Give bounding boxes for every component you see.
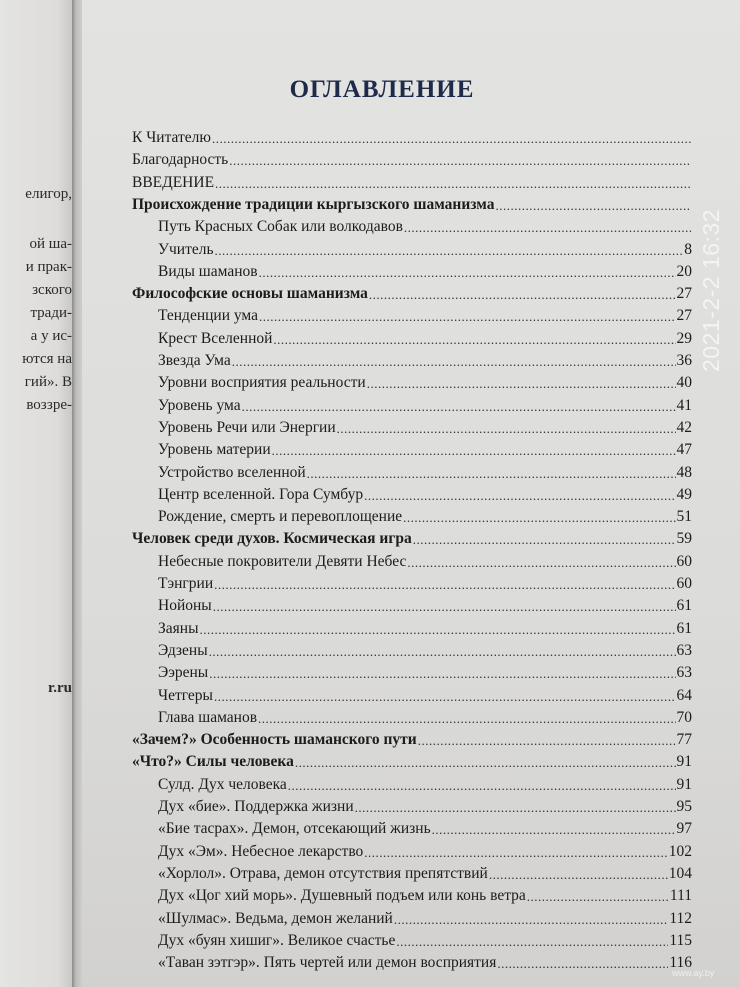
toc-leader-dots xyxy=(272,443,676,459)
toc-entry-title: Сулд. Дух человека xyxy=(158,775,287,793)
toc-leader-dots xyxy=(215,176,691,192)
book-gutter xyxy=(72,0,82,987)
toc-entry xyxy=(158,504,692,526)
toc-entry-title: «Бие тасрах». Демон, отсекающий жизнь xyxy=(158,820,431,838)
toc-entry-title: ВВЕДЕНИЕ xyxy=(132,173,215,191)
toc-entry-page: 95 xyxy=(676,798,692,815)
toc-entry xyxy=(158,816,692,838)
toc-entry-page: 64 xyxy=(676,686,692,704)
toc-entry-page: 111 xyxy=(669,887,692,905)
toc-entry-title: «Зачем?» Особенность шаманского пути xyxy=(132,731,417,749)
toc-entry xyxy=(158,839,692,861)
toc-entry-page: 116 xyxy=(669,954,692,972)
toc-entry xyxy=(158,482,692,504)
toc-entry-title: «Таван зэтгэр». Пять чертей или демон восприятия xyxy=(158,954,497,972)
toc-entry-page: 77 xyxy=(676,731,692,749)
toc-leader-dots xyxy=(369,287,676,303)
toc-entry-title: Глава шаманов xyxy=(158,708,258,726)
left-page-fragment: гий». В xyxy=(24,374,72,390)
toc-leader-dots xyxy=(496,198,691,214)
toc-entry xyxy=(158,571,692,593)
toc-entry-title: Центр вселенной. Гора Сумбур xyxy=(158,485,364,503)
toc-leader-dots xyxy=(259,309,675,325)
toc-leader-dots xyxy=(214,577,675,593)
toc-entry xyxy=(158,794,692,816)
toc-entry xyxy=(158,303,692,325)
toc-leader-dots xyxy=(367,376,676,392)
toc-entry-page: 8 xyxy=(684,240,692,258)
toc-entry xyxy=(132,727,692,749)
toc-entry-page: 48 xyxy=(676,463,692,481)
toc-entry-title: Устройство вселенной xyxy=(158,463,306,481)
toc-leader-dots xyxy=(337,421,676,437)
toc-entry xyxy=(132,281,692,303)
toc-leader-dots xyxy=(212,131,691,147)
toc-leader-dots xyxy=(364,488,675,504)
toc-entry xyxy=(158,326,692,348)
toc-entry xyxy=(132,125,692,147)
toc-leader-dots xyxy=(527,889,669,905)
toc-entry-title: Человек среди духов. Космическая игра xyxy=(132,530,412,548)
toc-entry-page: 115 xyxy=(669,931,692,949)
toc-entry xyxy=(158,393,692,415)
toc-leader-dots xyxy=(418,733,676,749)
toc-leader-dots xyxy=(295,755,676,771)
toc-leader-dots xyxy=(213,599,676,615)
toc-entry-title: Заяны xyxy=(158,619,199,637)
toc-leader-dots xyxy=(396,934,668,950)
toc-leader-dots xyxy=(364,845,667,861)
toc-entry-title: Уровень материи xyxy=(158,441,271,459)
toc-entry-title: Дух «буян хишиг». Великое счастье xyxy=(158,931,396,949)
page-title: ОГЛАВЛЕНИЕ xyxy=(289,76,475,103)
toc-leader-dots xyxy=(273,332,675,348)
toc-entry-title: Четгеры xyxy=(158,686,213,704)
toc-entry xyxy=(132,192,692,214)
toc-leader-dots xyxy=(229,153,691,169)
toc-entry xyxy=(132,749,692,771)
toc-entry-page: 59 xyxy=(676,530,692,548)
toc-entry-page: 36 xyxy=(676,352,692,369)
toc-entry-title: Дух «Эм». Небесное лекарство xyxy=(158,842,364,860)
toc-entry-title: Рождение, смерть и перевоплощение xyxy=(158,508,403,526)
toc-entry-title: Путь Красных Собак или волкодавов xyxy=(158,218,403,236)
toc-entry xyxy=(158,705,692,727)
toc-entry-page: 60 xyxy=(676,552,692,570)
toc-leader-dots xyxy=(489,867,668,883)
toc-entry xyxy=(158,549,692,571)
toc-entry xyxy=(132,147,692,169)
left-page-fragment: и прак- xyxy=(25,259,72,275)
toc-entry-page: 91 xyxy=(676,753,692,771)
toc-leader-dots xyxy=(355,800,676,816)
toc-entry-page: 97 xyxy=(676,820,692,838)
toc-leader-dots xyxy=(258,711,675,727)
left-page-fragment: зского xyxy=(32,282,72,298)
toc-entry-page: 91 xyxy=(676,775,692,793)
toc-leader-dots xyxy=(259,265,676,281)
toc-entry-page: 60 xyxy=(676,575,692,592)
toc-entry xyxy=(158,861,692,883)
photo-timestamp: 2021-2-2 16:32 xyxy=(698,208,724,372)
toc-entry-title: Тенденции ума xyxy=(158,307,259,325)
toc-entry xyxy=(158,370,692,392)
toc-entry xyxy=(158,616,692,638)
toc-entry-page: 51 xyxy=(676,508,692,526)
toc-entry-title: Уровень ума xyxy=(158,396,241,414)
toc-entry xyxy=(158,415,692,437)
toc-entry xyxy=(158,593,692,615)
toc-leader-dots xyxy=(307,466,676,482)
left-page-fragment: елигор, xyxy=(25,186,72,202)
toc-entry-page: 63 xyxy=(676,641,692,659)
toc-entry-page: 20 xyxy=(676,262,692,280)
toc-entry-title: Дух «бие». Поддержка жизни xyxy=(158,798,354,815)
toc-entry xyxy=(158,772,692,794)
toc-entry-page: 63 xyxy=(676,664,692,682)
toc-entry-title: Нойоны xyxy=(158,597,212,615)
toc-leader-dots xyxy=(242,399,676,415)
toc-entry-title: Уровни восприятия реальности xyxy=(158,374,366,392)
toc-entry-page: 42 xyxy=(676,418,692,436)
toc-entry xyxy=(158,928,692,950)
toc-entry-page: 61 xyxy=(676,597,692,615)
toc-entry-title: Звезда Ума xyxy=(158,352,231,369)
toc-entry-page: 61 xyxy=(676,619,692,637)
toc-entry-page: 70 xyxy=(676,708,692,726)
toc-entry-page: 27 xyxy=(676,307,692,325)
toc-entry-title: Происхождение традиции кыргызского шаманизма xyxy=(132,195,495,213)
left-page-fragment: r.ru xyxy=(47,680,72,696)
toc-entry-title: Благодарность xyxy=(132,151,229,169)
toc-leader-dots xyxy=(209,644,676,660)
toc-entry-title: Дух «Цог хий морь». Душевный подъем или конь ветра xyxy=(158,887,526,905)
toc-entry-title: «Шулмас». Ведьма, демон желаний xyxy=(158,909,393,927)
toc-leader-dots xyxy=(209,666,675,682)
toc-entry-title: Эдзены xyxy=(158,641,208,659)
toc-entry-page: 41 xyxy=(676,396,692,414)
toc-leader-dots xyxy=(394,912,668,928)
toc-entry-page: 29 xyxy=(676,329,692,347)
toc-leader-dots xyxy=(199,622,675,638)
toc-entry xyxy=(158,638,692,660)
toc-entry-title: Учитель xyxy=(158,240,214,258)
toc-leader-dots xyxy=(497,956,668,972)
left-page-fragment: а у ис- xyxy=(30,328,72,344)
toc-entry-page: 49 xyxy=(676,485,692,503)
left-page xyxy=(0,0,72,987)
toc-entry xyxy=(158,437,692,459)
toc-entry xyxy=(158,214,692,236)
toc-entry xyxy=(158,348,692,370)
toc-entry-title: Философские основы шаманизма xyxy=(132,285,368,303)
toc-entry-page: 40 xyxy=(676,374,692,392)
toc-entry-title: Виды шаманов xyxy=(158,262,258,280)
toc-leader-dots xyxy=(288,778,676,794)
toc-leader-dots xyxy=(404,220,691,236)
toc-leader-dots xyxy=(214,689,676,705)
watermark: www.ay.by xyxy=(672,968,715,978)
toc-entry-title: «Хорлол». Отрава, демон отсутствия препятствий xyxy=(158,864,488,882)
toc-entry-title: К Читателю xyxy=(132,129,211,146)
toc-entry-page: 104 xyxy=(668,864,692,882)
toc-entry-title: Ээрены xyxy=(158,664,209,682)
toc-entry xyxy=(158,259,692,281)
left-page-fragment: ются на xyxy=(22,351,72,367)
toc-entry xyxy=(132,170,692,192)
toc-leader-dots xyxy=(432,822,676,838)
right-page xyxy=(82,0,740,987)
toc-entry-page: 112 xyxy=(669,909,692,927)
toc-leader-dots xyxy=(403,510,675,526)
toc-leader-dots xyxy=(407,555,675,571)
toc-entry xyxy=(132,526,692,548)
toc-entry xyxy=(158,237,692,259)
toc-entry-page: 102 xyxy=(668,842,692,860)
toc-leader-dots xyxy=(232,354,676,370)
left-page-fragment: воззре- xyxy=(26,397,72,413)
toc-entry xyxy=(158,460,692,482)
left-page-fragment: тради- xyxy=(30,305,72,321)
toc-entry-title: «Что?» Силы человека xyxy=(132,753,294,771)
toc-entry xyxy=(158,883,692,905)
toc-entry xyxy=(158,906,692,928)
left-page-fragment: ой ша- xyxy=(29,236,72,252)
toc-entry xyxy=(158,950,692,972)
toc-leader-dots xyxy=(215,243,684,259)
toc-entry-title: Небесные покровители Девяти Небес xyxy=(158,552,407,570)
toc-leader-dots xyxy=(413,532,676,548)
toc-entry-page: 27 xyxy=(676,285,692,303)
toc-entry-title: Тэнгрии xyxy=(158,575,214,592)
toc-entry-page: 47 xyxy=(676,441,692,459)
toc-entry-title: Уровень Речи или Энергии xyxy=(158,418,336,436)
toc-entry-title: Крест Вселенной xyxy=(158,329,273,347)
toc-entry xyxy=(158,660,692,682)
toc-entry xyxy=(158,683,692,705)
